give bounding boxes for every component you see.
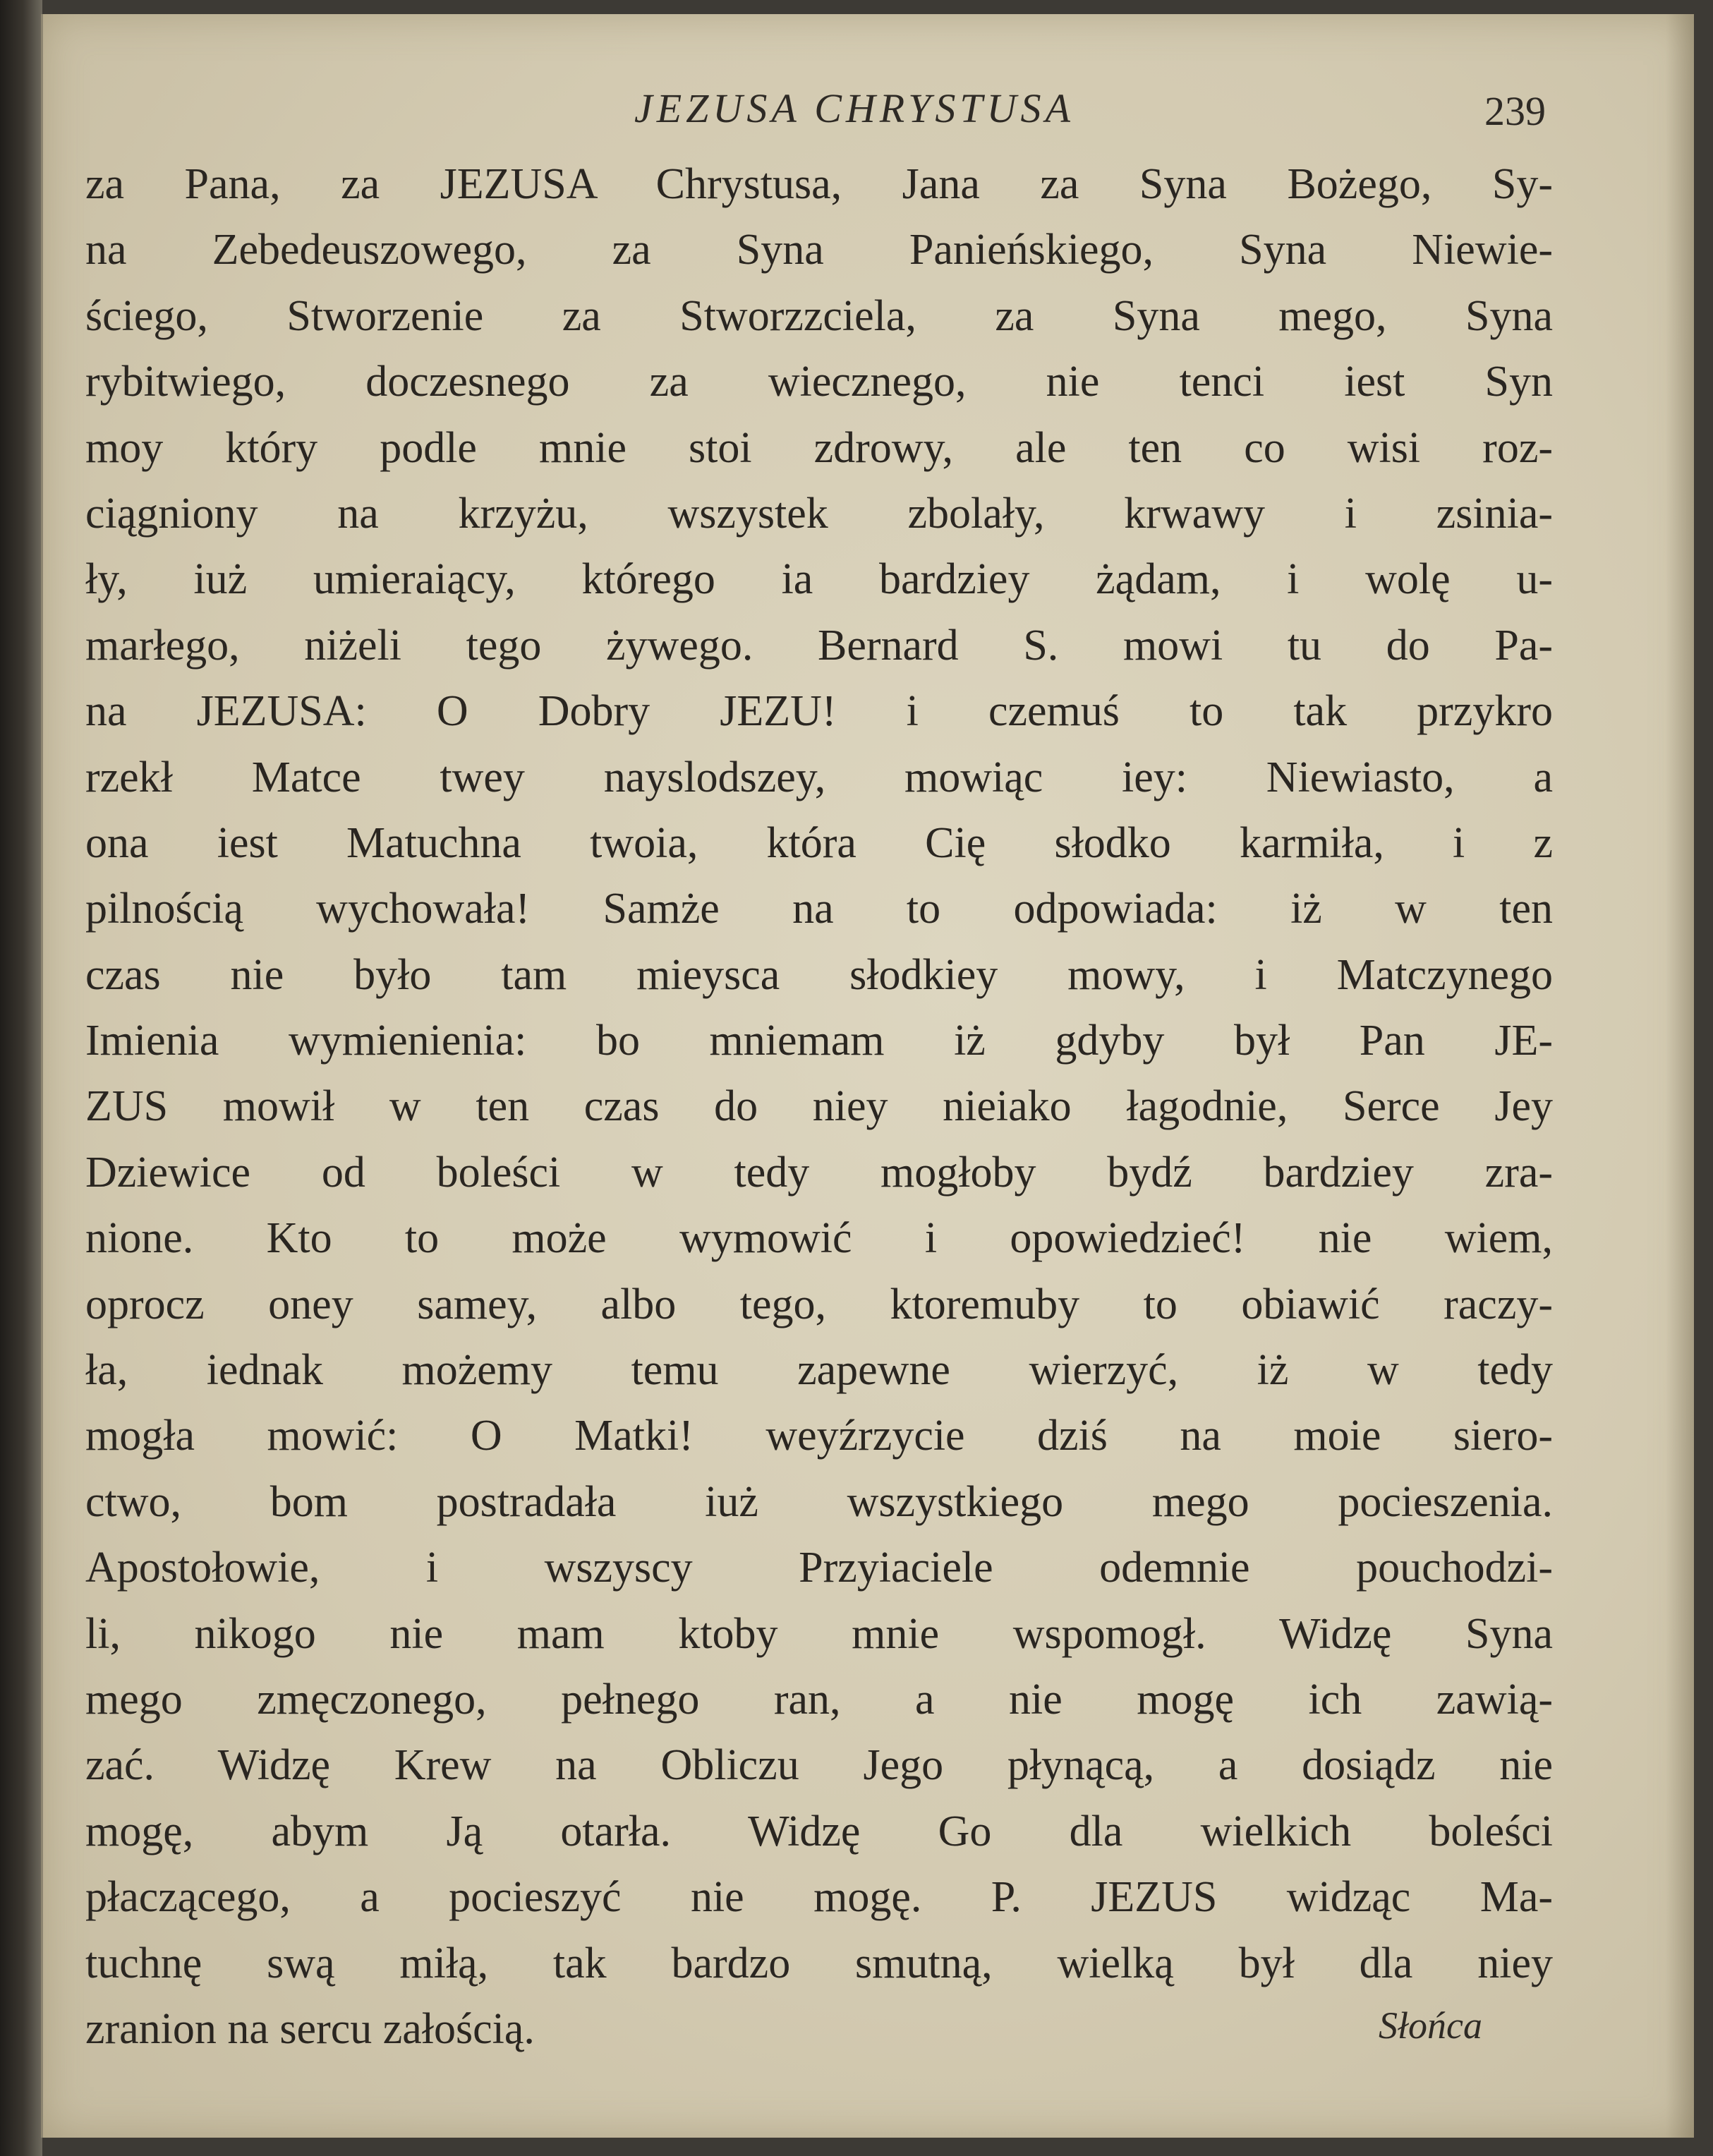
book-binding-edge	[0, 0, 42, 2156]
text-line: na JEZUSA: O Dobry JEZU! i czemuś to tak przykro	[85, 687, 1553, 736]
text-line: oprocz oney samey, albo tego, ktoremuby to obiawić raczy-	[85, 1280, 1553, 1328]
text-line: nione. Kto to może wymowić i opowiedzieć! nie wiem,	[85, 1214, 1553, 1263]
text-line: marłego, niżeli tego żywego. Bernard S. mowi tu do Pa-	[85, 621, 1553, 670]
text-line: ona iest Matuchna twoia, która Cię słodko karmiła, i z	[85, 818, 1553, 867]
text-line: czas nie było tam mieysca słodkiey mowy, i Matczynego	[85, 950, 1553, 999]
page-number: 239	[1484, 88, 1546, 134]
text-line: zać. Widzę Krew na Obliczu Jego płynącą, a dosiądz nie	[85, 1741, 1553, 1790]
text-line: Dziewice od boleści w tedy mogłoby bydź bardziey zra-	[85, 1148, 1553, 1197]
text-line: Imienia wymienienia: bo mniemam iż gdyby był Pan JE-	[85, 1017, 1553, 1065]
text-line: li, nikogo nie mam ktoby mnie wspomogł. Widzę Syna	[85, 1609, 1553, 1658]
text-line: ła, iednak możemy temu zapewne wierzyć, iż w tedy	[85, 1346, 1553, 1395]
body-text	[85, 152, 1553, 2062]
text-line: zranion na sercu załością.	[85, 2004, 535, 2053]
text-line: pilnością wychowała! Samże na to odpowiada: iż w ten	[85, 885, 1553, 933]
text-line: ZUS mowił w ten czas do niey nieiako łagodnie, Serce Jey	[85, 1082, 1553, 1131]
text-line: rzekł Matce twey nayslodszey, mowiąc iey: Niewiasto, a	[85, 753, 1553, 801]
text-line: na Zebedeuszowego, za Syna Panieńskiego, Syna Niewie-	[85, 226, 1553, 274]
catchword: Słońca	[1379, 2004, 1482, 2047]
text-line: moy który podle mnie stoi zdrowy, ale ten co wisi roz-	[85, 423, 1553, 472]
text-line: ctwo, bom postradała iuż wszystkiego mego pocieszenia.	[85, 1477, 1553, 1526]
text-line: rybitwiego, doczesnego za wiecznego, nie tenci iest Syn	[85, 358, 1553, 406]
text-line: ściego, Stworzenie za Stworzzciela, za Syna mego, Syna	[85, 291, 1553, 340]
running-title: JEZUSA CHRYSTUSA	[634, 85, 1075, 131]
text-line: mego zmęczonego, pełnego ran, a nie mogę ich zawią-	[85, 1675, 1553, 1724]
text-line: mogła mowić: O Matki! weyźrzycie dziś na moie siero-	[85, 1412, 1553, 1460]
text-line: tuchnę swą miłą, tak bardzo smutną, wielką był dla niey	[85, 1939, 1553, 1987]
text-line: płaczącego, a pocieszyć nie mogę. P. JEZUS widząc Ma-	[85, 1873, 1553, 1922]
page-edge-shadow	[1666, 14, 1694, 2138]
text-line: ły, iuż umieraiący, którego ia bardziey żądam, i wolę u-	[85, 555, 1553, 604]
book-page	[41, 14, 1694, 2138]
running-head	[43, 85, 1694, 148]
text-line: ciągniony na krzyżu, wszystek zbolały, krwawy i zsinia-	[85, 489, 1553, 538]
text-line: mogę, abym Ją otarła. Widzę Go dla wielkich boleści	[85, 1807, 1553, 1855]
text-line: Apostołowie, i wszyscy Przyiaciele odemnie pouchodzi-	[85, 1544, 1553, 1592]
text-line: za Pana, za JEZUSA Chrystusa, Jana za Syna Bożego, Sy-	[85, 160, 1553, 208]
